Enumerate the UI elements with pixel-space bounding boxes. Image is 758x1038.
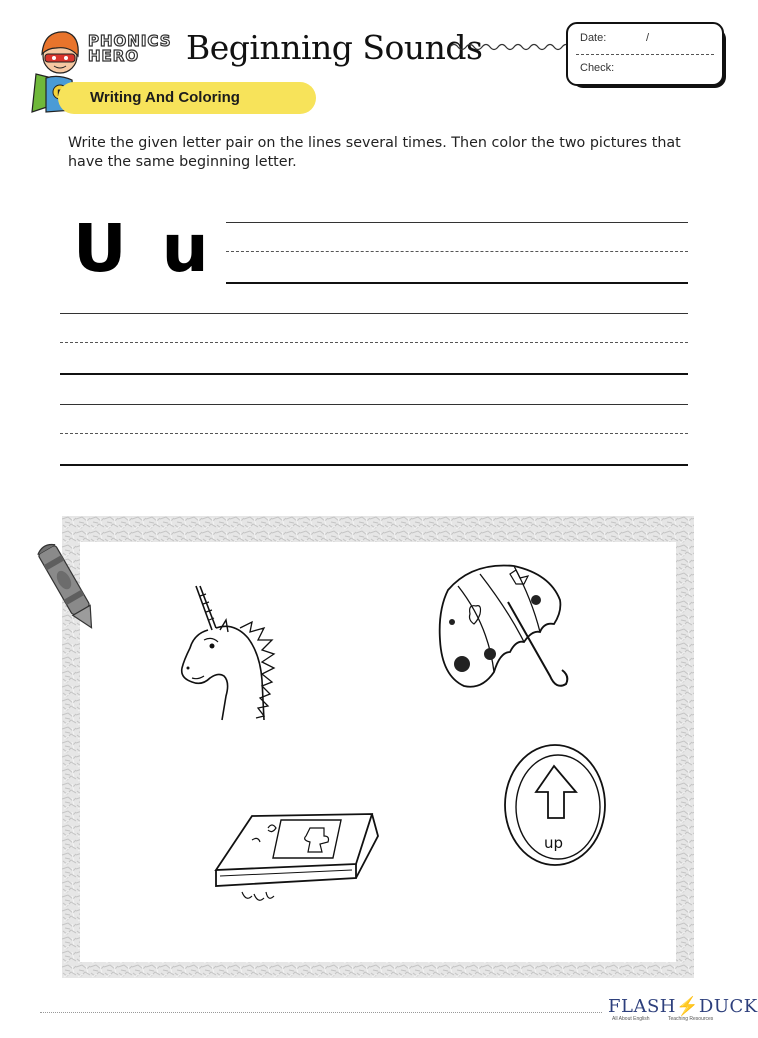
check-label: Check:: [580, 62, 615, 74]
brand-logo: [88, 34, 172, 64]
date-check-box: [566, 22, 724, 86]
puzzle-box-icon[interactable]: [212, 806, 382, 910]
writing-line-top[interactable]: [226, 222, 688, 223]
instructions: Write the given letter pair on the lines several times. Then color the two pictures that have the same beginning letter.: [68, 135, 681, 170]
footer-divider: [40, 1012, 602, 1013]
logo-tagline-right: Teaching Resources: [668, 1016, 714, 1022]
umbrella-icon[interactable]: [438, 560, 568, 708]
letter-pair: U u: [73, 210, 212, 287]
writing-line-mid[interactable]: [60, 342, 688, 343]
date-divider: [576, 54, 714, 55]
page-title: Beginning Sounds: [186, 28, 483, 67]
logo-tagline-left: All About English: [612, 1016, 650, 1022]
date-separator: /: [646, 32, 650, 44]
wavy-divider: [450, 40, 568, 54]
up-sign-label: up: [544, 834, 564, 852]
date-label: Date:: [580, 32, 607, 44]
unicorn-icon[interactable]: [178, 582, 282, 724]
writing-line-base[interactable]: [226, 282, 688, 284]
up-sign-icon[interactable]: [502, 742, 608, 868]
activity-badge-label: Writing And Coloring: [90, 89, 240, 106]
logo-left-text: FLASH: [608, 996, 676, 1017]
crayon-icon: [32, 536, 104, 638]
lightning-bolt-icon: ⚡: [675, 996, 699, 1017]
logo-right-text: DUCK: [698, 996, 758, 1017]
writing-line-mid[interactable]: [60, 433, 688, 434]
brand-line-1: PHONICS: [88, 32, 172, 50]
writing-line-base[interactable]: [60, 464, 688, 466]
writing-line-mid[interactable]: [226, 251, 688, 252]
writing-line-base[interactable]: [60, 373, 688, 375]
writing-line-top[interactable]: [60, 313, 688, 314]
flashduck-logo: [608, 996, 758, 1017]
writing-line-top[interactable]: [60, 404, 688, 405]
brand-line-2: HERO: [88, 47, 140, 65]
